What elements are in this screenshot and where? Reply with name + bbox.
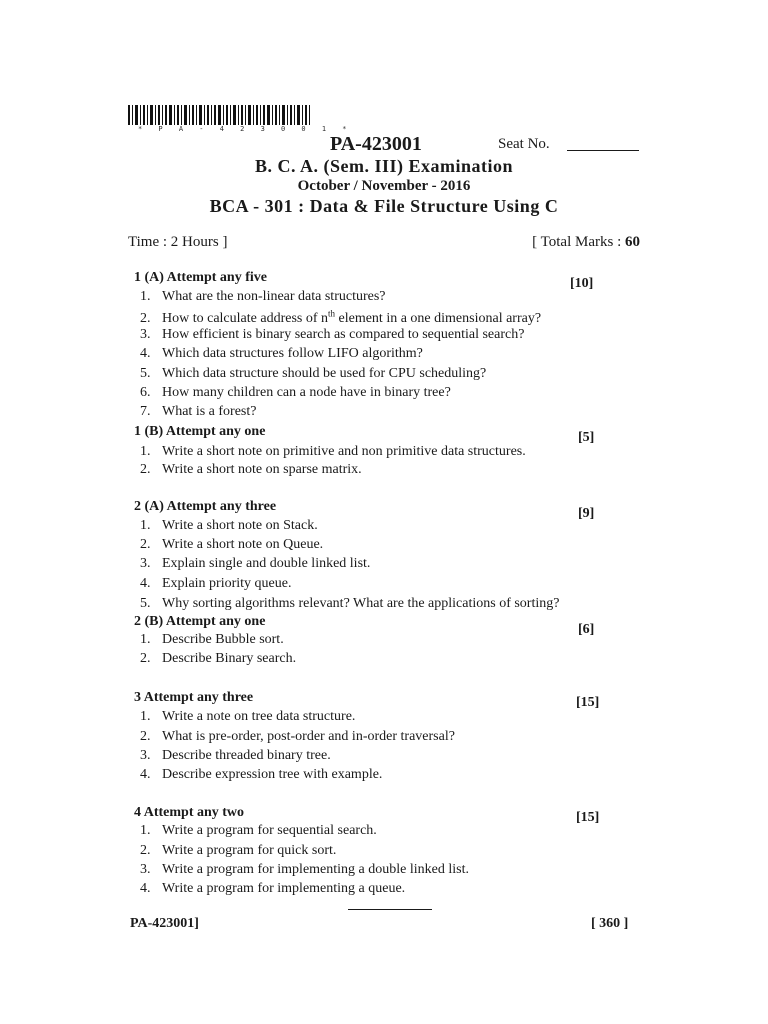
footer-paper-code: PA-423001] xyxy=(130,916,199,931)
question-item: 2. Write a short note on Queue. xyxy=(140,537,324,552)
question-item: 1. Write a short note on Stack. xyxy=(140,518,318,533)
question-item: 4. Explain priority queue. xyxy=(140,576,292,591)
section-heading: 2 (B) Attempt any one xyxy=(134,614,266,629)
question-item: 1. What are the non-linear data structures? xyxy=(140,289,386,304)
footer-page-number: [ 360 ] xyxy=(591,916,629,931)
subject-title: BCA - 301 : Data & File Structure Using C xyxy=(209,196,559,216)
time-allowed: Time : 2 Hours ] xyxy=(128,234,228,250)
total-marks-value: 60 xyxy=(625,234,640,250)
section-marks: [15] xyxy=(576,695,600,710)
section-marks: [10] xyxy=(570,276,594,291)
barcode xyxy=(128,105,310,125)
seat-number-line xyxy=(567,150,639,151)
question-item: 6. How many children can a node have in binary tree? xyxy=(140,385,451,400)
question-item: 1. Describe Bubble sort. xyxy=(140,632,284,647)
question-item: 3. Explain single and double linked list. xyxy=(140,556,371,571)
question-item: 3. How efficient is binary search as compared to sequential search? xyxy=(140,327,525,342)
question-item: 2. What is pre-order, post-order and in-order traversal? xyxy=(140,729,455,744)
question-item: 4. Write a program for implementing a queue. xyxy=(140,881,406,896)
footer-divider xyxy=(348,909,432,910)
question-item: 4. Which data structures follow LIFO algorithm? xyxy=(140,346,423,361)
question-item: 1. Write a program for sequential search. xyxy=(140,823,377,838)
question-item: 1. Write a note on tree data structure. xyxy=(140,709,356,724)
section-marks: [6] xyxy=(578,622,595,637)
question-item: 3. Describe threaded binary tree. xyxy=(140,748,331,763)
section-heading: 3 Attempt any three xyxy=(134,690,254,705)
question-item: 1. Write a short note on primitive and non primitive data structures. xyxy=(140,444,526,459)
question-item: 5. Why sorting algorithms relevant? What are the applications of sorting? xyxy=(140,596,560,611)
question-item: 2. Describe Binary search. xyxy=(140,651,297,666)
section-marks: [5] xyxy=(578,430,595,445)
section-marks: [9] xyxy=(578,506,595,521)
section-heading: 2 (A) Attempt any three xyxy=(134,499,277,514)
section-heading: 1 (B) Attempt any one xyxy=(134,424,266,439)
barcode-digits: * P A - 4 2 3 0 0 1 * xyxy=(138,125,353,133)
question-item: 5. Which data structure should be used for CPU scheduling? xyxy=(140,366,487,381)
total-marks xyxy=(532,234,640,251)
exam-session: October / November - 2016 xyxy=(297,178,471,194)
section-marks: [15] xyxy=(576,810,600,825)
section-heading: 1 (A) Attempt any five xyxy=(134,270,267,285)
section-heading: 4 Attempt any two xyxy=(134,805,245,820)
total-marks-label: [ Total Marks : xyxy=(532,234,622,250)
seat-label: Seat No. xyxy=(498,136,550,152)
question-item: 7. What is a forest? xyxy=(140,404,257,419)
question-item: 2. Write a program for quick sort. xyxy=(140,843,337,858)
question-item: 2. How to calculate address of $n^{th}$ element in a one dimensional array? xyxy=(140,308,542,326)
exam-title: B. C. A. (Sem. III) Examination xyxy=(254,156,514,176)
paper-code: PA-423001 xyxy=(330,133,422,155)
question-item: 4. Describe expression tree with example. xyxy=(140,767,383,782)
question-item: 2. Write a short note on sparse matrix. xyxy=(140,462,362,477)
question-item: 3. Write a program for implementing a double linked list. xyxy=(140,862,469,877)
